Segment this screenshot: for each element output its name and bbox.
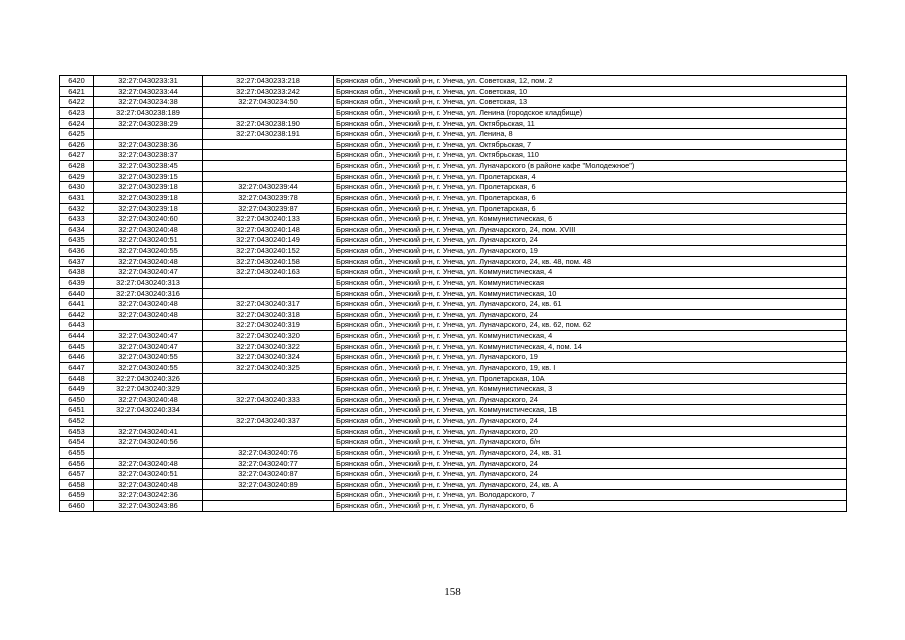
cadastral-number-cell: 32:27:0430240:55 bbox=[94, 352, 203, 363]
row-number-cell: 6420 bbox=[60, 76, 94, 87]
table-row bbox=[60, 139, 847, 150]
cadastral-number-cell: 32:27:0430240:48 bbox=[94, 394, 203, 405]
cadastral-number-cell: 32:27:0430240:326 bbox=[94, 373, 203, 384]
linked-cadastral-number-cell bbox=[203, 384, 334, 395]
table-row bbox=[60, 171, 847, 182]
cadastral-number-cell: 32:27:0430238:29 bbox=[94, 118, 203, 129]
cadastral-number-cell: 32:27:0430238:189 bbox=[94, 107, 203, 118]
row-number-cell: 6425 bbox=[60, 129, 94, 140]
address-cell: Брянская обл., Унечский р-н, г. Унеча, ул. Луначарского, 24, кв. А bbox=[334, 479, 847, 490]
cadastral-number-cell: 32:27:0430240:48 bbox=[94, 458, 203, 469]
row-number-cell: 6432 bbox=[60, 203, 94, 214]
table-row bbox=[60, 437, 847, 448]
cadastral-number-cell: 32:27:0430233:44 bbox=[94, 86, 203, 97]
table-row bbox=[60, 277, 847, 288]
table-row bbox=[60, 76, 847, 87]
address-cell: Брянская обл., Унечский р-н, г. Унеча, ул. Октябрьская, 11 bbox=[334, 118, 847, 129]
row-number-cell: 6440 bbox=[60, 288, 94, 299]
registry-table-body bbox=[60, 76, 847, 512]
linked-cadastral-number-cell: 32:27:0430233:218 bbox=[203, 76, 334, 87]
address-cell: Брянская обл., Унечский р-н, г. Унеча, ул. Луначарского, 20 bbox=[334, 426, 847, 437]
address-cell: Брянская обл., Унечский р-н, г. Унеча, ул. Пролетарская, 10А bbox=[334, 373, 847, 384]
address-cell: Брянская обл., Унечский р-н, г. Унеча, ул. Луначарского, 19 bbox=[334, 246, 847, 257]
cadastral-number-cell: 32:27:0430234:38 bbox=[94, 97, 203, 108]
table-row bbox=[60, 394, 847, 405]
registry-table bbox=[59, 75, 847, 512]
table-row bbox=[60, 161, 847, 172]
table-row bbox=[60, 107, 847, 118]
address-cell: Брянская обл., Унечский р-н, г. Унеча, ул. Коммунистическая, 4 bbox=[334, 331, 847, 342]
linked-cadastral-number-cell bbox=[203, 405, 334, 416]
row-number-cell: 6436 bbox=[60, 246, 94, 257]
address-cell: Брянская обл., Унечский р-н, г. Унеча, ул. Октябрьская, 7 bbox=[334, 139, 847, 150]
address-cell: Брянская обл., Унечский р-н, г. Унеча, ул. Луначарского, б/н bbox=[334, 437, 847, 448]
linked-cadastral-number-cell: 32:27:0430239:87 bbox=[203, 203, 334, 214]
table-row bbox=[60, 490, 847, 501]
row-number-cell: 6422 bbox=[60, 97, 94, 108]
address-cell: Брянская обл., Унечский р-н, г. Унеча, ул. Пролетарская, 6 bbox=[334, 203, 847, 214]
cadastral-number-cell: 32:27:0430239:18 bbox=[94, 203, 203, 214]
table-row bbox=[60, 288, 847, 299]
linked-cadastral-number-cell: 32:27:0430240:333 bbox=[203, 394, 334, 405]
cadastral-number-cell bbox=[94, 447, 203, 458]
table-row bbox=[60, 469, 847, 480]
cadastral-number-cell: 32:27:0430240:48 bbox=[94, 299, 203, 310]
cadastral-number-cell: 32:27:0430240:334 bbox=[94, 405, 203, 416]
linked-cadastral-number-cell: 32:27:0430240:319 bbox=[203, 320, 334, 331]
cadastral-number-cell: 32:27:0430243:86 bbox=[94, 501, 203, 512]
cadastral-number-cell: 32:27:0430240:329 bbox=[94, 384, 203, 395]
cadastral-number-cell: 32:27:0430240:60 bbox=[94, 214, 203, 225]
row-number-cell: 6433 bbox=[60, 214, 94, 225]
linked-cadastral-number-cell bbox=[203, 150, 334, 161]
table-row bbox=[60, 235, 847, 246]
cadastral-number-cell: 32:27:0430242:36 bbox=[94, 490, 203, 501]
linked-cadastral-number-cell: 32:27:0430240:77 bbox=[203, 458, 334, 469]
address-cell: Брянская обл., Унечский р-н, г. Унеча, ул. Луначарского, 24, пом. XVIII bbox=[334, 224, 847, 235]
linked-cadastral-number-cell: 32:27:0430240:76 bbox=[203, 447, 334, 458]
row-number-cell: 6442 bbox=[60, 309, 94, 320]
address-cell: Брянская обл., Унечский р-н, г. Унеча, ул. Коммунистическая, 3 bbox=[334, 384, 847, 395]
table-row bbox=[60, 362, 847, 373]
linked-cadastral-number-cell bbox=[203, 490, 334, 501]
table-row bbox=[60, 214, 847, 225]
cadastral-number-cell bbox=[94, 416, 203, 427]
linked-cadastral-number-cell bbox=[203, 373, 334, 384]
address-cell: Брянская обл., Унечский р-н, г. Унеча, ул. Луначарского (в районе кафе "Молодежное") bbox=[334, 161, 847, 172]
address-cell: Брянская обл., Унечский р-н, г. Унеча, ул. Луначарского, 24 bbox=[334, 469, 847, 480]
row-number-cell: 6427 bbox=[60, 150, 94, 161]
linked-cadastral-number-cell: 32:27:0430240:317 bbox=[203, 299, 334, 310]
linked-cadastral-number-cell: 32:27:0430240:163 bbox=[203, 267, 334, 278]
cadastral-number-cell: 32:27:0430240:316 bbox=[94, 288, 203, 299]
table-row bbox=[60, 118, 847, 129]
row-number-cell: 6447 bbox=[60, 362, 94, 373]
linked-cadastral-number-cell bbox=[203, 107, 334, 118]
linked-cadastral-number-cell: 32:27:0430240:325 bbox=[203, 362, 334, 373]
row-number-cell: 6448 bbox=[60, 373, 94, 384]
table-row bbox=[60, 384, 847, 395]
linked-cadastral-number-cell: 32:27:0430239:44 bbox=[203, 182, 334, 193]
address-cell: Брянская обл., Унечский р-н, г. Унеча, ул. Советская, 12, пом. 2 bbox=[334, 76, 847, 87]
row-number-cell: 6424 bbox=[60, 118, 94, 129]
cadastral-number-cell: 32:27:0430239:18 bbox=[94, 192, 203, 203]
row-number-cell: 6450 bbox=[60, 394, 94, 405]
cadastral-number-cell: 32:27:0430240:41 bbox=[94, 426, 203, 437]
address-cell: Брянская обл., Унечский р-н, г. Унеча, ул. Коммунистическая, 4 bbox=[334, 267, 847, 278]
table-row bbox=[60, 182, 847, 193]
address-cell: Брянская обл., Унечский р-н, г. Унеча, ул. Луначарского, 24 bbox=[334, 394, 847, 405]
cadastral-number-cell: 32:27:0430240:47 bbox=[94, 331, 203, 342]
address-cell: Брянская обл., Унечский р-н, г. Унеча, ул. Луначарского, 24, кв. 31 bbox=[334, 447, 847, 458]
linked-cadastral-number-cell: 32:27:0430238:191 bbox=[203, 129, 334, 140]
address-cell: Брянская обл., Унечский р-н, г. Унеча, ул. Луначарского, 19, кв. I bbox=[334, 362, 847, 373]
address-cell: Брянская обл., Унечский р-н, г. Унеча, ул. Пролетарская, 4 bbox=[334, 171, 847, 182]
row-number-cell: 6437 bbox=[60, 256, 94, 267]
address-cell: Брянская обл., Унечский р-н, г. Унеча, ул. Луначарского, 24 bbox=[334, 309, 847, 320]
linked-cadastral-number-cell: 32:27:0430240:318 bbox=[203, 309, 334, 320]
linked-cadastral-number-cell: 32:27:0430240:148 bbox=[203, 224, 334, 235]
address-cell: Брянская обл., Унечский р-н, г. Унеча, ул. Ленина (городское кладбище) bbox=[334, 107, 847, 118]
table-row bbox=[60, 256, 847, 267]
table-row bbox=[60, 224, 847, 235]
row-number-cell: 6431 bbox=[60, 192, 94, 203]
row-number-cell: 6457 bbox=[60, 469, 94, 480]
linked-cadastral-number-cell: 32:27:0430240:133 bbox=[203, 214, 334, 225]
row-number-cell: 6434 bbox=[60, 224, 94, 235]
cadastral-number-cell: 32:27:0430240:48 bbox=[94, 309, 203, 320]
address-cell: Брянская обл., Унечский р-н, г. Унеча, ул. Коммунистическая, 4, пом. 14 bbox=[334, 341, 847, 352]
cadastral-number-cell: 32:27:0430240:47 bbox=[94, 341, 203, 352]
row-number-cell: 6441 bbox=[60, 299, 94, 310]
address-cell: Брянская обл., Унечский р-н, г. Унеча, ул. Луначарского, 24 bbox=[334, 235, 847, 246]
row-number-cell: 6451 bbox=[60, 405, 94, 416]
cadastral-number-cell: 32:27:0430240:55 bbox=[94, 246, 203, 257]
linked-cadastral-number-cell: 32:27:0430240:87 bbox=[203, 469, 334, 480]
cadastral-number-cell: 32:27:0430238:36 bbox=[94, 139, 203, 150]
cadastral-number-cell: 32:27:0430240:47 bbox=[94, 267, 203, 278]
row-number-cell: 6460 bbox=[60, 501, 94, 512]
linked-cadastral-number-cell: 32:27:0430240:152 bbox=[203, 246, 334, 257]
row-number-cell: 6438 bbox=[60, 267, 94, 278]
linked-cadastral-number-cell: 32:27:0430240:320 bbox=[203, 331, 334, 342]
table-row bbox=[60, 458, 847, 469]
linked-cadastral-number-cell: 32:27:0430239:78 bbox=[203, 192, 334, 203]
table-row bbox=[60, 447, 847, 458]
row-number-cell: 6426 bbox=[60, 139, 94, 150]
cadastral-number-cell: 32:27:0430239:18 bbox=[94, 182, 203, 193]
linked-cadastral-number-cell: 32:27:0430240:149 bbox=[203, 235, 334, 246]
address-cell: Брянская обл., Унечский р-н, г. Унеча, ул. Луначарского, 24 bbox=[334, 458, 847, 469]
address-cell: Брянская обл., Унечский р-н, г. Унеча, ул. Советская, 13 bbox=[334, 97, 847, 108]
linked-cadastral-number-cell: 32:27:0430240:337 bbox=[203, 416, 334, 427]
table-row bbox=[60, 341, 847, 352]
table-row bbox=[60, 309, 847, 320]
table-row bbox=[60, 203, 847, 214]
cadastral-number-cell bbox=[94, 129, 203, 140]
table-row bbox=[60, 150, 847, 161]
address-cell: Брянская обл., Унечский р-н, г. Унеча, ул. Луначарского, 24 bbox=[334, 416, 847, 427]
table-row bbox=[60, 479, 847, 490]
table-row bbox=[60, 416, 847, 427]
cadastral-number-cell: 32:27:0430240:48 bbox=[94, 224, 203, 235]
cadastral-number-cell: 32:27:0430240:48 bbox=[94, 479, 203, 490]
linked-cadastral-number-cell bbox=[203, 426, 334, 437]
cadastral-number-cell: 32:27:0430240:51 bbox=[94, 235, 203, 246]
address-cell: Брянская обл., Унечский р-н, г. Унеча, ул. Пролетарская, 6 bbox=[334, 182, 847, 193]
cadastral-number-cell: 32:27:0430240:51 bbox=[94, 469, 203, 480]
row-number-cell: 6449 bbox=[60, 384, 94, 395]
linked-cadastral-number-cell bbox=[203, 171, 334, 182]
row-number-cell: 6455 bbox=[60, 447, 94, 458]
address-cell: Брянская обл., Унечский р-н, г. Унеча, ул. Луначарского, 24, кв. 48, пом. 48 bbox=[334, 256, 847, 267]
address-cell: Брянская обл., Унечский р-н, г. Унеча, ул. Луначарского, 24, кв. 61 bbox=[334, 299, 847, 310]
table-row bbox=[60, 86, 847, 97]
table-row bbox=[60, 373, 847, 384]
cadastral-number-cell: 32:27:0430238:45 bbox=[94, 161, 203, 172]
cadastral-number-cell: 32:27:0430240:48 bbox=[94, 256, 203, 267]
row-number-cell: 6453 bbox=[60, 426, 94, 437]
cadastral-number-cell: 32:27:0430240:55 bbox=[94, 362, 203, 373]
address-cell: Брянская обл., Унечский р-н, г. Унеча, ул. Ленина, 8 bbox=[334, 129, 847, 140]
row-number-cell: 6439 bbox=[60, 277, 94, 288]
row-number-cell: 6459 bbox=[60, 490, 94, 501]
linked-cadastral-number-cell bbox=[203, 139, 334, 150]
linked-cadastral-number-cell bbox=[203, 161, 334, 172]
address-cell: Брянская обл., Унечский р-н, г. Унеча, ул. Октябрьская, 110 bbox=[334, 150, 847, 161]
linked-cadastral-number-cell: 32:27:0430240:158 bbox=[203, 256, 334, 267]
address-cell: Брянская обл., Унечский р-н, г. Унеча, ул. Луначарского, 19 bbox=[334, 352, 847, 363]
table-row bbox=[60, 352, 847, 363]
linked-cadastral-number-cell: 32:27:0430240:322 bbox=[203, 341, 334, 352]
row-number-cell: 6428 bbox=[60, 161, 94, 172]
cadastral-number-cell: 32:27:0430238:37 bbox=[94, 150, 203, 161]
address-cell: Брянская обл., Унечский р-н, г. Унеча, ул. Луначарского, 6 bbox=[334, 501, 847, 512]
address-cell: Брянская обл., Унечский р-н, г. Унеча, ул. Советская, 10 bbox=[334, 86, 847, 97]
table-row bbox=[60, 320, 847, 331]
row-number-cell: 6446 bbox=[60, 352, 94, 363]
cadastral-number-cell: 32:27:0430239:15 bbox=[94, 171, 203, 182]
address-cell: Брянская обл., Унечский р-н, г. Унеча, ул. Коммунистическая bbox=[334, 277, 847, 288]
address-cell: Брянская обл., Унечский р-н, г. Унеча, ул. Луначарского, 24, кв. 62, пом. 62 bbox=[334, 320, 847, 331]
linked-cadastral-number-cell: 32:27:0430234:50 bbox=[203, 97, 334, 108]
page-number: 158 bbox=[444, 586, 461, 598]
table-row bbox=[60, 426, 847, 437]
row-number-cell: 6456 bbox=[60, 458, 94, 469]
table-row bbox=[60, 299, 847, 310]
linked-cadastral-number-cell bbox=[203, 277, 334, 288]
cadastral-number-cell bbox=[94, 320, 203, 331]
row-number-cell: 6443 bbox=[60, 320, 94, 331]
linked-cadastral-number-cell: 32:27:0430233:242 bbox=[203, 86, 334, 97]
row-number-cell: 6429 bbox=[60, 171, 94, 182]
cadastral-number-cell: 32:27:0430233:31 bbox=[94, 76, 203, 87]
table-row bbox=[60, 501, 847, 512]
cadastral-number-cell: 32:27:0430240:56 bbox=[94, 437, 203, 448]
linked-cadastral-number-cell: 32:27:0430238:190 bbox=[203, 118, 334, 129]
table-row bbox=[60, 129, 847, 140]
row-number-cell: 6421 bbox=[60, 86, 94, 97]
row-number-cell: 6454 bbox=[60, 437, 94, 448]
table-row bbox=[60, 267, 847, 278]
table-row bbox=[60, 246, 847, 257]
table-row bbox=[60, 331, 847, 342]
table-row bbox=[60, 405, 847, 416]
row-number-cell: 6458 bbox=[60, 479, 94, 490]
row-number-cell: 6444 bbox=[60, 331, 94, 342]
address-cell: Брянская обл., Унечский р-н, г. Унеча, ул. Коммунистическая, 1В bbox=[334, 405, 847, 416]
row-number-cell: 6435 bbox=[60, 235, 94, 246]
linked-cadastral-number-cell: 32:27:0430240:89 bbox=[203, 479, 334, 490]
linked-cadastral-number-cell bbox=[203, 437, 334, 448]
linked-cadastral-number-cell bbox=[203, 501, 334, 512]
cadastral-number-cell: 32:27:0430240:313 bbox=[94, 277, 203, 288]
table-row bbox=[60, 97, 847, 108]
linked-cadastral-number-cell: 32:27:0430240:324 bbox=[203, 352, 334, 363]
address-cell: Брянская обл., Унечский р-н, г. Унеча, ул. Володарского, 7 bbox=[334, 490, 847, 501]
table-row bbox=[60, 192, 847, 203]
row-number-cell: 6445 bbox=[60, 341, 94, 352]
row-number-cell: 6452 bbox=[60, 416, 94, 427]
row-number-cell: 6430 bbox=[60, 182, 94, 193]
address-cell: Брянская обл., Унечский р-н, г. Унеча, ул. Пролетарская, 6 bbox=[334, 192, 847, 203]
row-number-cell: 6423 bbox=[60, 107, 94, 118]
linked-cadastral-number-cell bbox=[203, 288, 334, 299]
address-cell: Брянская обл., Унечский р-н, г. Унеча, ул. Коммунистическая, 10 bbox=[334, 288, 847, 299]
address-cell: Брянская обл., Унечский р-н, г. Унеча, ул. Коммунистическая, 6 bbox=[334, 214, 847, 225]
